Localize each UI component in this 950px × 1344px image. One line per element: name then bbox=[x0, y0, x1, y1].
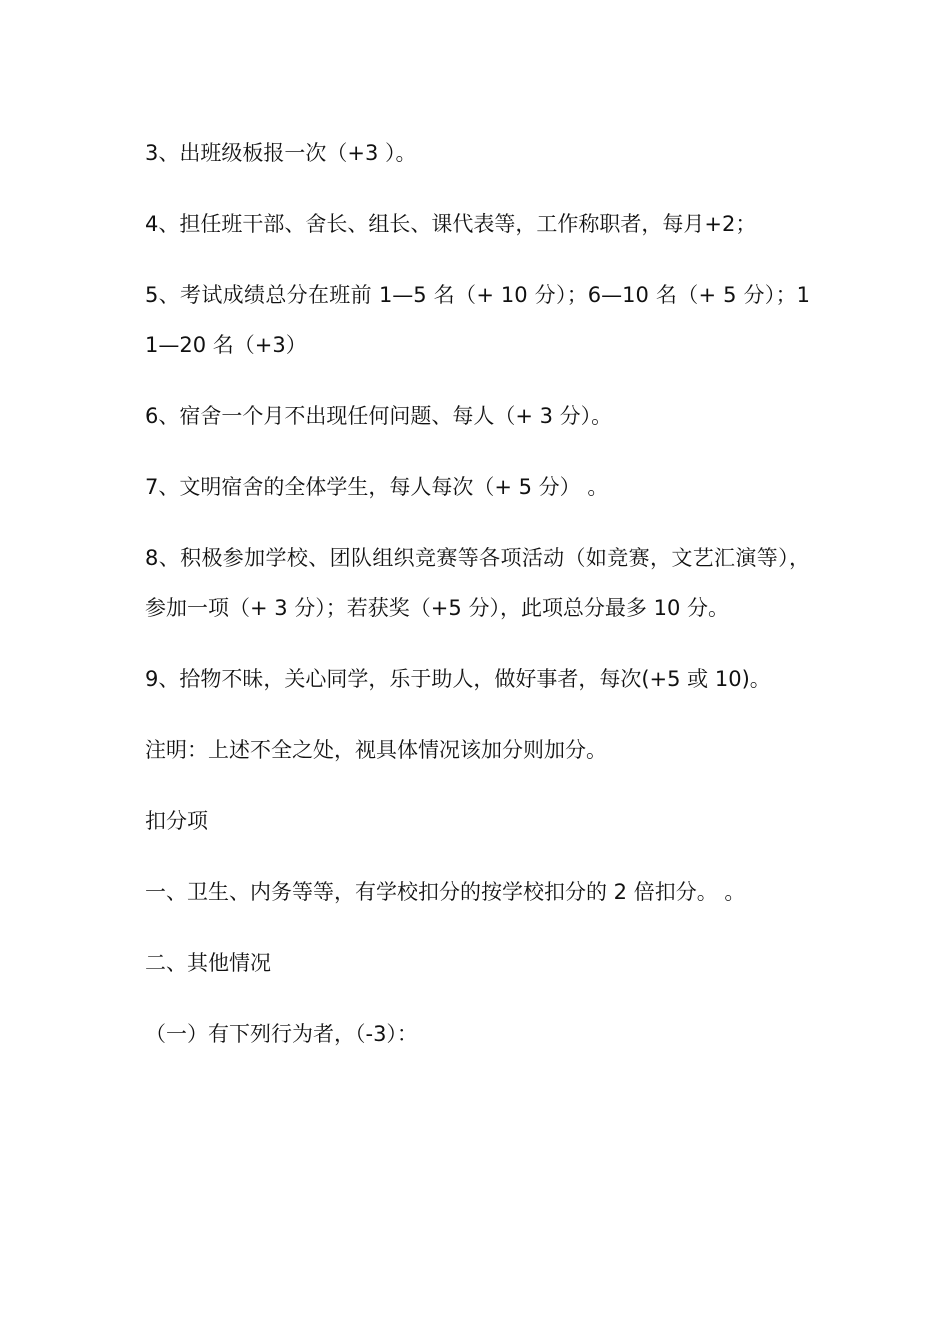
paragraph-item-8: 8、积极参加学校、团队组织竞赛等各项活动（如竞赛，文艺汇演等），参加一项（+ 3 分）；若获奖（+5 分），此项总分最多 10 分。 bbox=[145, 546, 810, 620]
paragraph-item-3: 3、出班级板报一次（+3 ）。 bbox=[145, 141, 417, 165]
deduction-item-1: 一、卫生、内务等等，有学校扣分的按学校扣分的 2 倍扣分。 。 bbox=[145, 880, 746, 904]
paragraph-item-7: 7、文明宿舍的全体学生，每人每次（+ 5 分） 。 bbox=[145, 475, 609, 499]
paragraph-item-5: 5、考试成绩总分在班前 1—5 名（+ 10 分）；6—10 名（+ 5 分）；11—20 名（+3） bbox=[145, 283, 810, 357]
paragraph-item-4: 4、担任班干部、舍长、组长、课代表等，工作称职者，每月+2； bbox=[145, 212, 757, 236]
paragraph-item-6: 6、宿舍一个月不出现任何问题、每人（+ 3 分）。 bbox=[145, 404, 613, 428]
note-paragraph: 注明：上述不全之处，视具体情况该加分则加分。 bbox=[145, 738, 607, 762]
deduction-subitem-1: （一）有下列行为者，（-3）： bbox=[145, 1022, 418, 1046]
section-heading-deductions: 扣分项 bbox=[145, 809, 208, 833]
deduction-item-2: 二、其他情况 bbox=[145, 951, 271, 975]
paragraph-item-9: 9、拾物不昧，关心同学，乐于助人，做好事者，每次(+5 或 10)。 bbox=[145, 667, 771, 691]
document-page bbox=[145, 128, 810, 1059]
